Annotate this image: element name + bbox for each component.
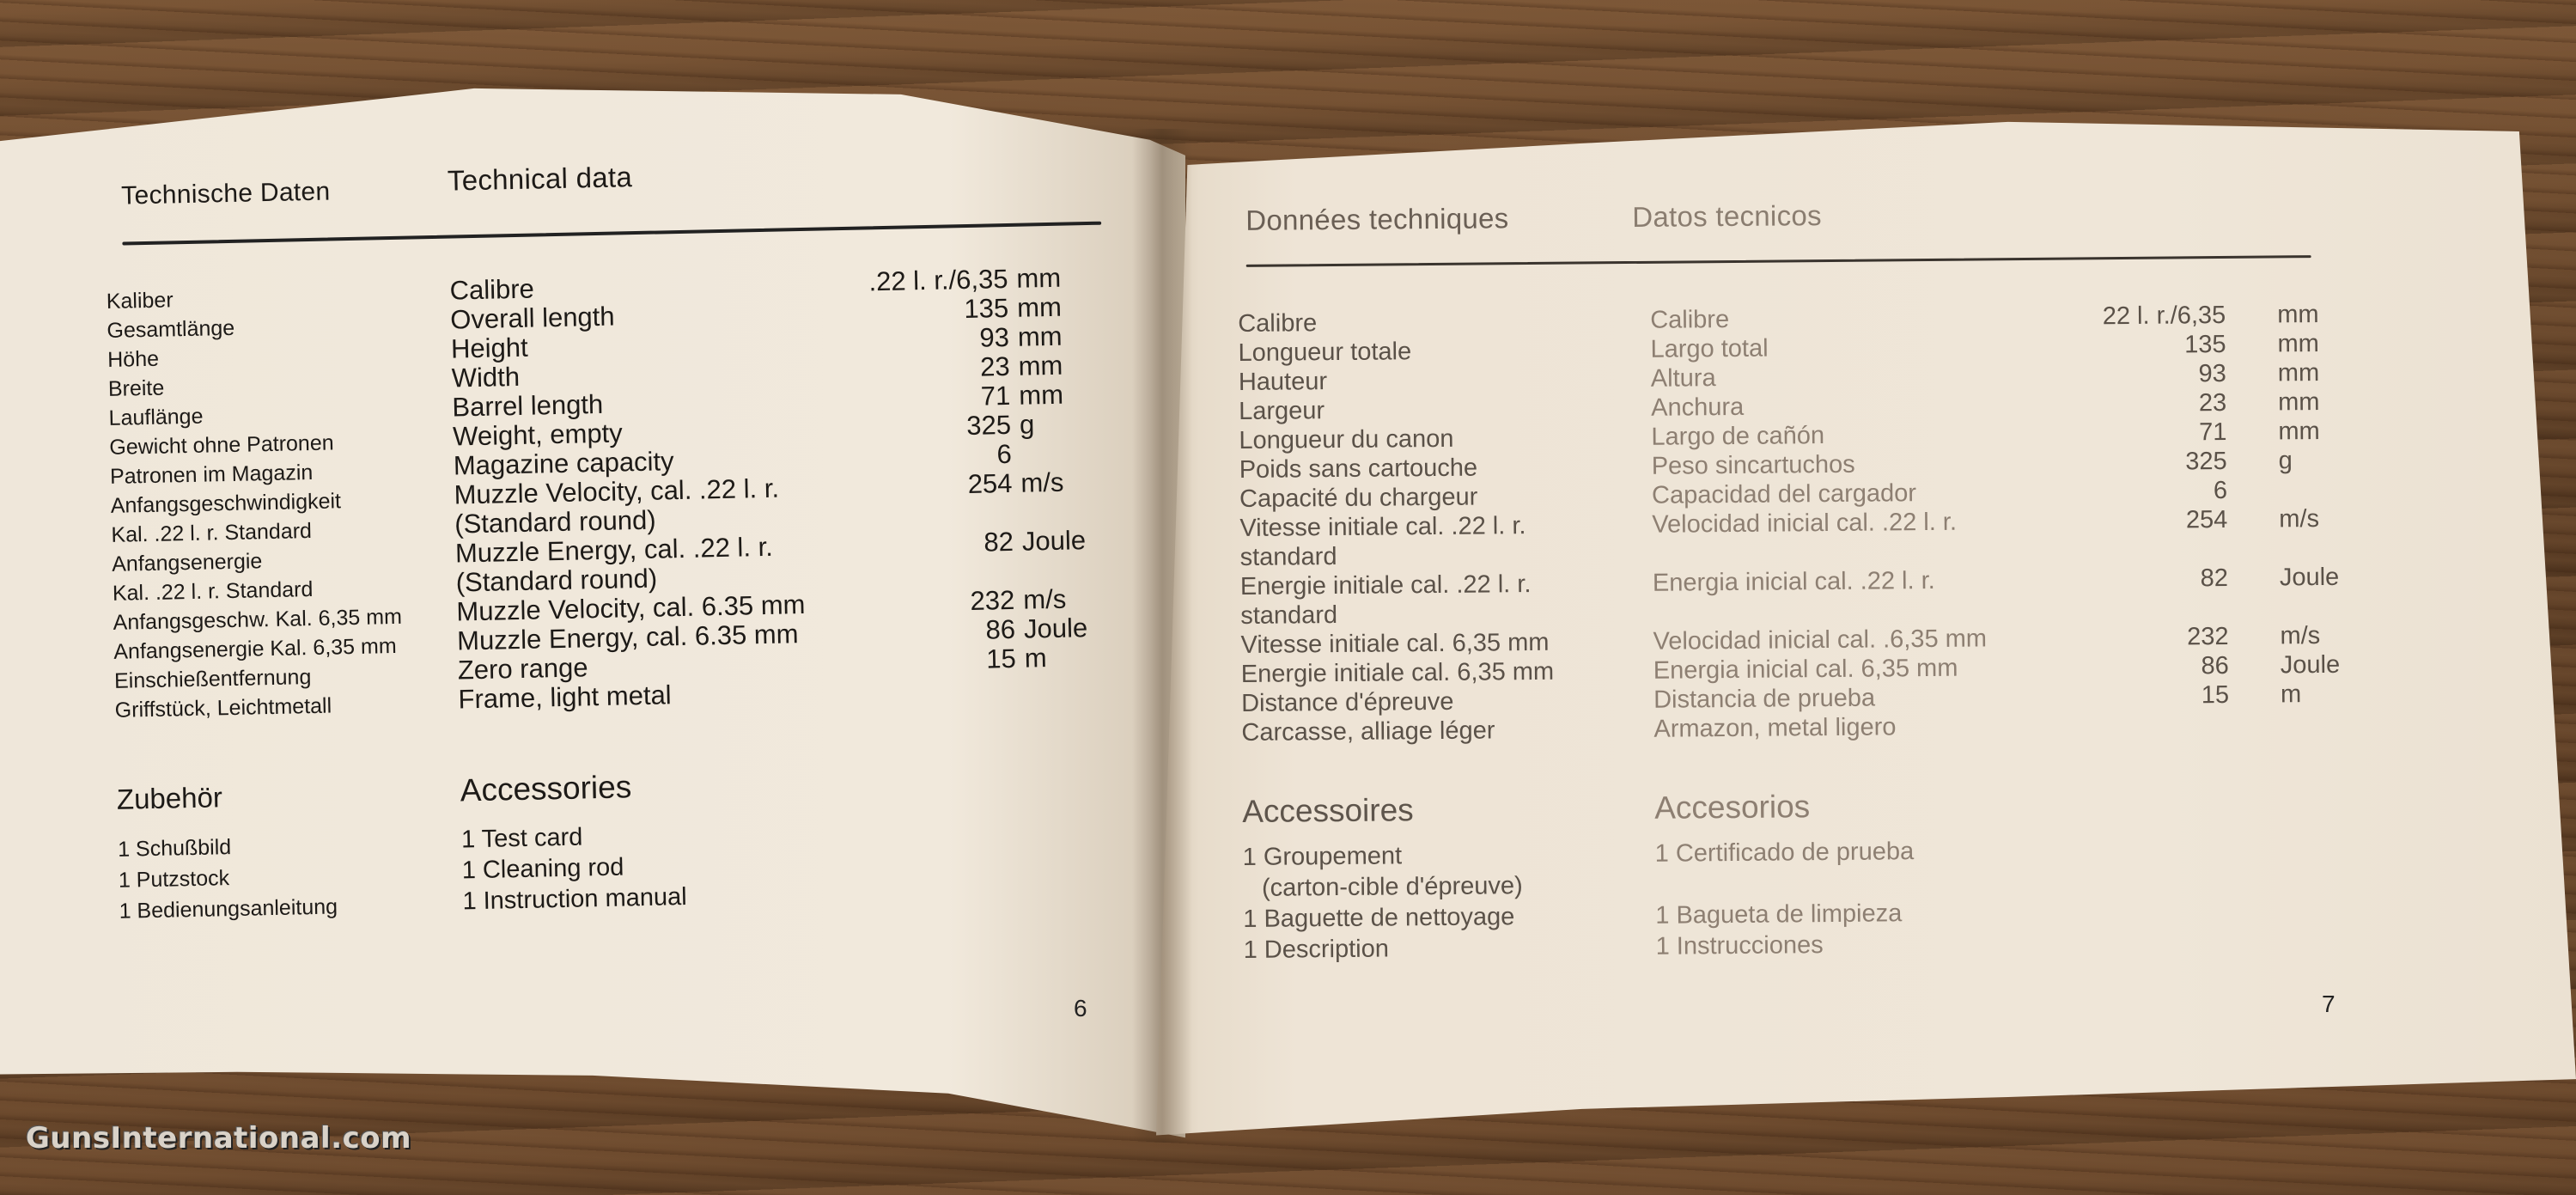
title-german: Technische Daten — [120, 177, 331, 210]
spec-label-french: Vitesse initiale cal. .22 l. r. — [1239, 512, 1526, 542]
accessory-english: 1 Instruction manual — [462, 882, 687, 916]
spec-label-french: Vitesse initiale cal. 6,35 mm — [1240, 628, 1550, 659]
accessory-spanish: 1 Certificado de prueba — [1654, 838, 1915, 868]
spec-unit: g — [1019, 409, 1035, 440]
spec-label-english: Weight, empty — [452, 418, 624, 452]
spec-label-spanish: Velocidad inicial cal. .22 l. r. — [1652, 508, 1958, 539]
title-english: Technical data — [447, 161, 633, 197]
spec-label-german: Einschießentfernung — [113, 665, 312, 693]
spec-value: 93 — [2198, 359, 2226, 388]
spec-label-french: Poids sans cartouche — [1239, 454, 1478, 484]
accessories-heading-german: Zubehör — [116, 781, 223, 815]
watermark-logo: GunsInternational.com — [26, 1121, 412, 1155]
spec-label-french: Capacité du chargeur — [1239, 483, 1478, 513]
spec-label-german: Gewicht ohne Patronen — [109, 430, 334, 460]
spec-value: 135 — [2184, 330, 2226, 359]
spec-label-german: Anfangsenergie — [111, 549, 263, 576]
spec-label-english: Muzzle Velocity, cal. 6.35 mm — [456, 589, 806, 627]
accessory-french: (carton-cible d'épreuve) — [1261, 872, 1523, 902]
spec-label-english: Calibre — [449, 273, 535, 306]
spec-label-english: Width — [451, 361, 521, 393]
accessory-french: 1 Groupement — [1242, 842, 1403, 871]
accessory-english: 1 Cleaning rod — [461, 853, 624, 885]
book-gutter — [1132, 129, 1192, 1143]
spec-unit: mm — [1016, 291, 1063, 323]
header-rule-right — [1246, 255, 2311, 267]
spec-label-english: Muzzle Energy, cal. .22 l. r. — [454, 531, 774, 569]
spec-unit: mm — [2277, 330, 2319, 358]
spec-unit: m/s — [1020, 466, 1064, 498]
spec-label-spanish: Energia inicial cal. .22 l. r. — [1652, 566, 1935, 597]
accessory-english: 1 Test card — [460, 823, 583, 854]
accessory-german: 1 Putzstock — [118, 866, 230, 893]
spec-value: 93 — [979, 321, 1010, 353]
spec-unit: Joule — [2279, 563, 2340, 592]
spec-label-english: (Standard round) — [455, 563, 658, 598]
spec-label-spanish: Distancia de prueba — [1653, 684, 1876, 714]
accessories-heading-row-right — [1242, 769, 2360, 833]
spec-label-english: Overall length — [449, 301, 615, 335]
spec-label-english: Zero range — [457, 652, 588, 686]
spec-label-spanish: Largo total — [1650, 334, 1769, 363]
spec-value: 23 — [2198, 388, 2227, 418]
spec-value: 15 — [985, 643, 1017, 674]
spec-label-german: Anfangsgeschwindigkeit — [110, 489, 342, 518]
spec-unit: m — [1024, 643, 1047, 674]
spec-value: 15 — [2201, 680, 2230, 710]
left-header — [103, 125, 1118, 249]
page-number-left: 6 — [1074, 995, 1087, 1021]
title-french: Données techniques — [1245, 202, 1509, 236]
spec-label-english: Barrel length — [452, 388, 604, 423]
spec-label-spanish: Capacidad del cargador — [1651, 479, 1917, 509]
spec-label-english: Frame, light metal — [458, 680, 672, 715]
accessory-german: 1 Schußbild — [117, 835, 232, 862]
spec-value: .22 l. r./6,35 — [868, 263, 1008, 297]
spec-label-spanish: Velocidad inicial cal. .6,35 mm — [1653, 625, 1988, 655]
spec-label-german: Anfangsenergie Kal. 6,35 mm — [113, 633, 397, 664]
spec-unit: g — [2278, 447, 2293, 475]
accessory-spanish: 1 Instrucciones — [1655, 931, 1824, 960]
spec-label-german: Kal. .22 l. r. Standard — [112, 576, 314, 606]
spec-value: 325 — [965, 409, 1012, 442]
spec-label-french: standard — [1240, 601, 1338, 630]
spec-value: 23 — [979, 351, 1010, 382]
title-spanish: Datos tecnicos — [1632, 199, 1823, 233]
spec-label-french: standard — [1239, 542, 1337, 571]
technical-data-table-en-de — [106, 262, 1128, 722]
page-number-right: 7 — [2322, 991, 2335, 1017]
spec-value: 232 — [970, 584, 1015, 616]
spec-label-english: Muzzle Velocity, cal. .22 l. r. — [454, 473, 780, 510]
spec-value: 86 — [985, 613, 1016, 645]
spec-label-spanish: Largo de cañón — [1651, 422, 1825, 451]
spec-value: 22 l. r./6,35 — [2102, 301, 2226, 331]
spec-label-spanish: Energia inicial cal. 6,35 mm — [1653, 654, 1958, 685]
spec-unit: mm — [1016, 262, 1062, 294]
spec-label-german: Patronen im Magazin — [109, 460, 314, 489]
spec-value: 6 — [2213, 476, 2228, 505]
spec-value: 71 — [980, 380, 1011, 412]
spec-label-french: Longueur totale — [1238, 338, 1412, 367]
spec-unit: mm — [2278, 418, 2320, 446]
spec-value: 232 — [2186, 622, 2229, 651]
spec-label-spanish: Peso sincartuchos — [1651, 450, 1855, 480]
spec-label-english: Height — [450, 332, 528, 364]
spec-unit: m — [2280, 680, 2302, 709]
spec-unit: Joule — [2280, 650, 2341, 680]
spec-label-french: Largeur — [1239, 397, 1325, 425]
spec-label-english: (Standard round) — [454, 504, 656, 540]
accessory-french: 1 Description — [1243, 935, 1390, 964]
spec-value: 71 — [2199, 418, 2227, 447]
spec-unit: Joule — [1023, 613, 1088, 644]
spec-value: 135 — [964, 292, 1009, 325]
spec-label-french: Calibre — [1238, 309, 1318, 338]
accessories-heading-english: Accessories — [460, 769, 632, 808]
spec-label-german: Gesamtlänge — [107, 315, 235, 343]
spec-label-spanish: Armazon, metal ligero — [1653, 713, 1897, 743]
spec-value: 86 — [2201, 651, 2229, 680]
spec-label-german: Lauflänge — [108, 404, 204, 430]
spec-label-english: Muzzle Energy, cal. 6.35 mm — [456, 619, 799, 656]
spec-value: 325 — [2185, 447, 2227, 476]
spec-label-french: Energie initiale cal. .22 l. r. — [1239, 570, 1532, 601]
spec-unit: Joule — [1021, 525, 1087, 557]
spec-label-spanish: Calibre — [1650, 306, 1730, 334]
spec-label-german: Höhe — [107, 346, 160, 372]
spec-label-french: Distance d'épreuve — [1241, 687, 1454, 717]
spec-label-french: Longueur du canon — [1239, 424, 1454, 454]
spec-label-german: Breite — [107, 375, 165, 401]
spec-label-german: Anfangsgeschw. Kal. 6,35 mm — [113, 604, 403, 635]
accessories-heading-french: Accessoires — [1242, 792, 1414, 829]
spec-unit: mm — [2277, 301, 2319, 329]
accessories-heading-spanish: Accesorios — [1654, 789, 1811, 826]
accessory-german: 1 Bedienungsanleitung — [119, 894, 338, 924]
spec-unit: m/s — [2279, 505, 2320, 533]
spec-label-english: Magazine capacity — [453, 446, 674, 481]
spec-value: 82 — [2200, 564, 2229, 593]
spec-label-french: Hauteur — [1238, 368, 1328, 396]
accessories-list-fr-es — [1243, 832, 2360, 966]
spec-value: 254 — [967, 467, 1013, 499]
spec-value: 82 — [984, 526, 1014, 558]
spec-unit: mm — [1018, 350, 1063, 381]
right-header — [1237, 188, 2354, 284]
spec-label-german: Griffstück, Leichtmetall — [114, 693, 332, 722]
spec-unit: mm — [2277, 388, 2320, 417]
spec-unit: mm — [2277, 359, 2320, 387]
spec-label-german: Kal. .22 l. r. Standard — [111, 519, 313, 547]
left-page-content — [103, 125, 1133, 924]
accessory-spanish: 1 Bagueta de limpieza — [1655, 899, 1903, 930]
spec-unit: m/s — [2280, 622, 2321, 650]
spec-unit: m/s — [1022, 583, 1067, 615]
spec-value: 6 — [996, 438, 1013, 470]
spec-label-german: Kaliber — [106, 288, 174, 314]
technical-data-table-fr-es — [1238, 300, 2358, 747]
accessory-french: 1 Baguette de nettoyage — [1243, 903, 1515, 933]
spec-unit: mm — [1018, 379, 1064, 411]
right-page-content — [1237, 188, 2360, 966]
spec-unit: mm — [1017, 320, 1063, 352]
spec-value: 254 — [2185, 505, 2228, 534]
spec-label-spanish: Anchura — [1651, 393, 1745, 422]
spec-label-french: Energie initiale cal. 6,35 mm — [1240, 657, 1555, 688]
spec-label-spanish: Altura — [1650, 364, 1716, 393]
spec-label-french: Carcasse, alliage léger — [1241, 716, 1495, 747]
